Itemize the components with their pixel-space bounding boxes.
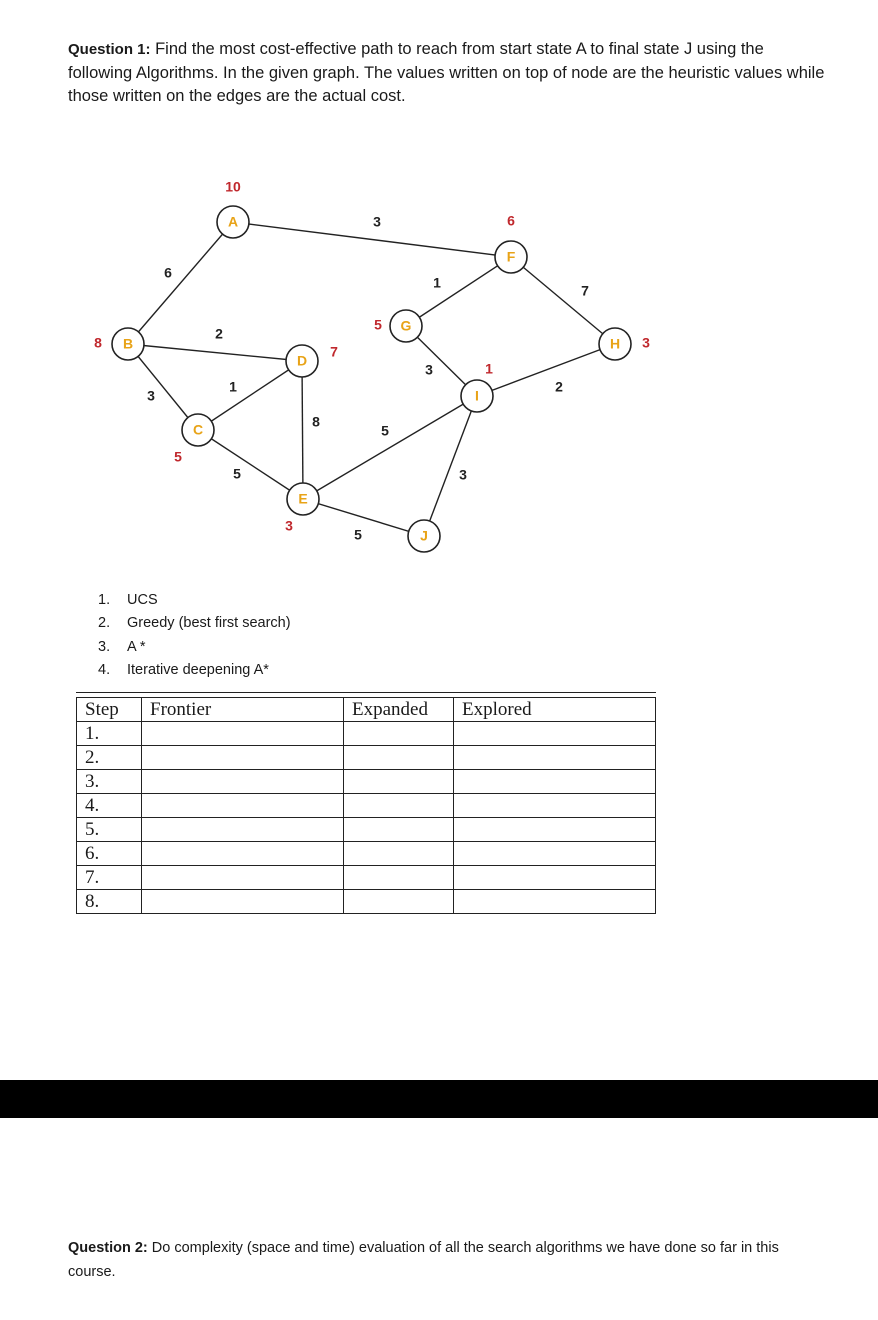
heuristic-E: 3	[285, 517, 293, 534]
explored-cell[interactable]	[454, 770, 656, 794]
step-cell: 2.	[77, 746, 142, 770]
edge-cost-G-I: 3	[425, 361, 433, 378]
edge-cost-I-J: 3	[459, 466, 467, 483]
edge-cost-E-J: 5	[354, 526, 362, 543]
explored-cell[interactable]	[454, 722, 656, 746]
header-step: Step	[77, 698, 142, 722]
heuristic-F: 6	[507, 212, 515, 229]
edge-D-E	[302, 361, 303, 499]
edge-G-F	[406, 257, 511, 326]
question-2	[68, 1236, 828, 1284]
edge-cost-A-B: 6	[164, 264, 172, 281]
edge-cost-E-I: 5	[381, 422, 389, 439]
table-row	[77, 890, 656, 914]
step-cell: 1.	[77, 722, 142, 746]
header-frontier: Frontier	[142, 698, 344, 722]
node-label-A: A	[227, 213, 239, 230]
graph-heuristics	[94, 179, 650, 534]
explored-cell[interactable]	[454, 866, 656, 890]
explored-cell[interactable]	[454, 842, 656, 866]
edge-B-D	[128, 344, 302, 361]
step-cell: 7.	[77, 866, 142, 890]
edge-C-E	[198, 430, 303, 499]
frontier-cell[interactable]	[142, 890, 344, 914]
edge-cost-A-F: 3	[373, 213, 381, 230]
search-steps-table	[76, 697, 656, 914]
expanded-cell[interactable]	[344, 794, 454, 818]
edge-cost-D-E: 8	[312, 413, 320, 430]
expanded-cell[interactable]	[344, 866, 454, 890]
redaction-band	[0, 1080, 878, 1118]
frontier-cell[interactable]	[142, 818, 344, 842]
frontier-cell[interactable]	[142, 722, 344, 746]
edge-cost-B-C: 3	[147, 387, 155, 404]
graph-nodes	[112, 206, 631, 552]
expanded-cell[interactable]	[344, 890, 454, 914]
table-top-rule	[76, 692, 656, 693]
node-label-C: C	[192, 421, 204, 438]
question-1-text: Find the most cost-effective path to reach from start state A to final state J using the following Algorithms. In the given graph. The values written on top of node are the heuristic values while those written on the edges are the actual cost.	[68, 40, 825, 105]
graph-edges	[128, 222, 615, 536]
algorithm-item: 3. A *	[98, 638, 146, 655]
expanded-cell[interactable]	[344, 722, 454, 746]
heuristic-H: 3	[642, 334, 650, 351]
explored-cell[interactable]	[454, 890, 656, 914]
heuristic-C: 5	[174, 448, 182, 465]
edge-cost-G-F: 1	[433, 274, 441, 291]
edge-E-I	[303, 396, 477, 499]
table-row	[77, 842, 656, 866]
edge-I-H	[477, 344, 615, 396]
edge-C-D	[198, 361, 302, 430]
edge-cost-I-H: 2	[555, 378, 563, 395]
node-label-J: J	[420, 527, 428, 544]
search-graph	[0, 170, 878, 570]
explored-cell[interactable]	[454, 746, 656, 770]
node-label-B: B	[122, 335, 134, 352]
table-row	[77, 770, 656, 794]
frontier-cell[interactable]	[142, 746, 344, 770]
node-label-G: G	[400, 317, 412, 334]
step-cell: 6.	[77, 842, 142, 866]
explored-cell[interactable]	[454, 818, 656, 842]
question-2-text: Do complexity (space and time) evaluation of all the search algorithms we have done so far in this course.	[68, 1240, 779, 1280]
expanded-cell[interactable]	[344, 842, 454, 866]
frontier-cell[interactable]	[142, 794, 344, 818]
algorithm-item: 2. Greedy (best first search)	[98, 615, 291, 632]
table-row	[77, 722, 656, 746]
header-explored: Explored	[454, 698, 656, 722]
step-cell: 4.	[77, 794, 142, 818]
edge-I-J	[424, 396, 477, 536]
node-label-I: I	[475, 387, 479, 404]
node-label-F: F	[506, 248, 516, 265]
table-row	[77, 818, 656, 842]
edge-A-F	[233, 222, 511, 257]
frontier-cell[interactable]	[142, 842, 344, 866]
node-label-D: D	[296, 352, 308, 369]
edge-cost-C-E: 5	[233, 465, 241, 482]
algorithm-list	[98, 589, 291, 682]
edge-cost-F-H: 7	[581, 282, 589, 299]
heuristic-B: 8	[94, 334, 102, 351]
heuristic-I: 1	[485, 360, 493, 377]
explored-cell[interactable]	[454, 794, 656, 818]
table-row	[77, 866, 656, 890]
header-expanded: Expanded	[344, 698, 454, 722]
heuristic-G: 5	[374, 316, 382, 333]
table-row	[77, 794, 656, 818]
node-label-E: E	[298, 490, 308, 507]
table-header-row	[77, 698, 656, 722]
question-1	[68, 38, 828, 109]
table-row	[77, 746, 656, 770]
question-1-label: Question 1:	[68, 41, 151, 58]
step-cell: 8.	[77, 890, 142, 914]
expanded-cell[interactable]	[344, 818, 454, 842]
expanded-cell[interactable]	[344, 746, 454, 770]
heuristic-D: 7	[330, 343, 338, 360]
edge-cost-B-D: 2	[215, 325, 223, 342]
step-cell: 3.	[77, 770, 142, 794]
edge-cost-C-D: 1	[229, 378, 237, 395]
node-label-H: H	[609, 335, 621, 352]
algorithm-item: 1. UCS	[98, 592, 158, 608]
question-2-label: Question 2:	[68, 1240, 148, 1256]
edge-E-J	[303, 499, 424, 536]
frontier-cell[interactable]	[142, 770, 344, 794]
heuristic-A: 10	[225, 178, 241, 195]
edge-F-H	[511, 257, 615, 344]
algorithm-item: 4. Iterative deepening A*	[98, 661, 269, 678]
expanded-cell[interactable]	[344, 770, 454, 794]
step-cell: 5.	[77, 818, 142, 842]
frontier-cell[interactable]	[142, 866, 344, 890]
